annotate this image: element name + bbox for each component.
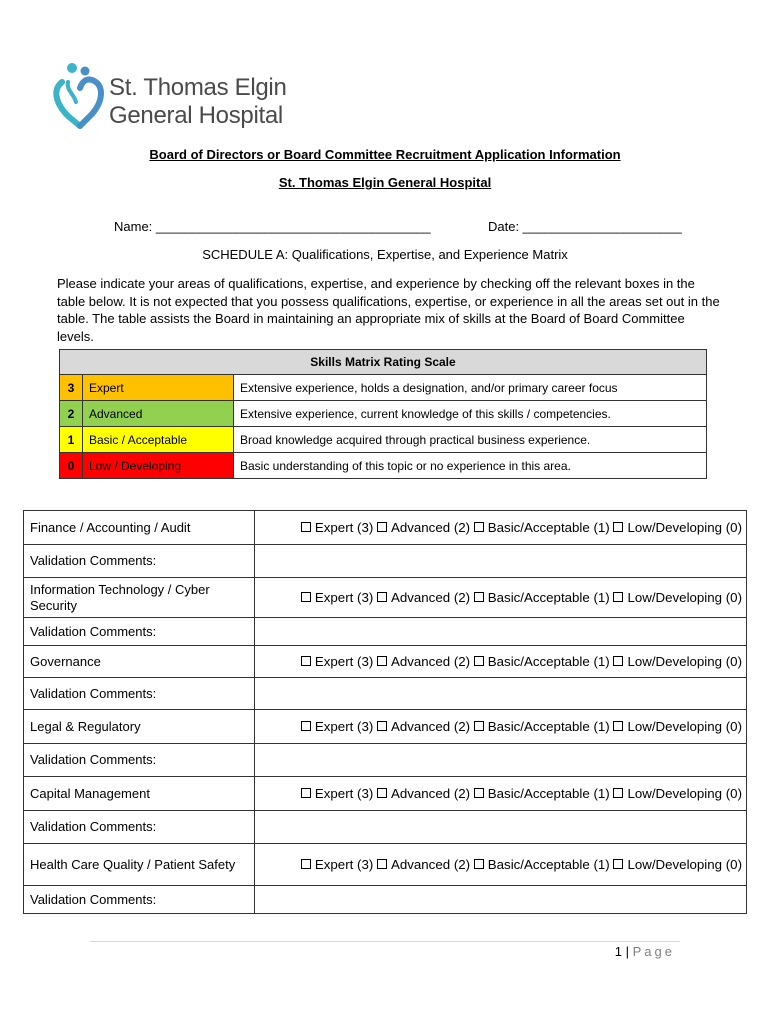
validation-row: [24, 811, 747, 844]
skill-options: [255, 710, 747, 744]
page-footer: [615, 944, 675, 959]
skills-matrix-table: [23, 510, 747, 914]
checkbox-icon[interactable]: [301, 859, 311, 869]
validation-label: Validation Comments:: [24, 678, 255, 710]
option-label: Advanced (2): [390, 654, 471, 669]
checkbox-icon[interactable]: [474, 788, 484, 798]
option-label: Advanced (2): [390, 719, 471, 734]
validation-comment-field[interactable]: [255, 744, 747, 777]
checkbox-icon[interactable]: [474, 656, 484, 666]
rating-row: [60, 453, 707, 479]
skill-name: Legal & Regulatory: [24, 710, 255, 744]
skill-row: [24, 710, 747, 744]
rating-description: Broad knowledge acquired through practical business experience.: [234, 427, 707, 453]
hospital-logo: [52, 60, 312, 132]
skill-row: [24, 646, 747, 678]
skill-row: [24, 844, 747, 886]
rating-row: [60, 375, 707, 401]
skill-options: [255, 578, 747, 618]
validation-comment-field[interactable]: [255, 886, 747, 914]
option-label: Expert (3): [314, 590, 374, 605]
validation-label: Validation Comments:: [24, 811, 255, 844]
heart-people-icon: [52, 60, 108, 132]
option-label: Advanced (2): [390, 857, 471, 872]
option-label: Low/Developing (0): [627, 857, 742, 872]
validation-row: [24, 678, 747, 710]
validation-row: [24, 744, 747, 777]
skill-row: [24, 777, 747, 811]
option-label: Basic/Acceptable (1): [487, 719, 610, 734]
date-field[interactable]: Date: ______________________: [488, 219, 682, 234]
rating-scale-table: [59, 349, 707, 479]
checkbox-icon[interactable]: [474, 721, 484, 731]
validation-label: Validation Comments:: [24, 545, 255, 578]
checkbox-icon[interactable]: [301, 592, 311, 602]
checkbox-icon[interactable]: [377, 656, 387, 666]
validation-comment-field[interactable]: [255, 618, 747, 646]
option-label: Basic/Acceptable (1): [487, 786, 610, 801]
option-label: Expert (3): [314, 857, 374, 872]
rating-level: Advanced: [83, 401, 234, 427]
rating-level: Expert: [83, 375, 234, 401]
logo-line-1: St. Thomas Elgin: [109, 74, 287, 101]
rating-number: 0: [60, 453, 83, 479]
rating-level: Basic / Acceptable: [83, 427, 234, 453]
validation-comment-field[interactable]: [255, 545, 747, 578]
skill-row: [24, 511, 747, 545]
rating-row: [60, 427, 707, 453]
rating-row: [60, 401, 707, 427]
skill-options: [255, 511, 747, 545]
skill-options: [255, 646, 747, 678]
skill-options: [255, 777, 747, 811]
schedule-heading: SCHEDULE A: Qualifications, Expertise, and Experience Matrix: [202, 247, 568, 262]
rating-description: Extensive experience, current knowledge of this skills / competencies.: [234, 401, 707, 427]
checkbox-icon[interactable]: [613, 859, 623, 869]
rating-description: Basic understanding of this topic or no experience in this area.: [234, 453, 707, 479]
hospital-subtitle: St. Thomas Elgin General Hospital: [278, 175, 492, 190]
option-label: Basic/Acceptable (1): [487, 520, 610, 535]
checkbox-icon[interactable]: [377, 522, 387, 532]
checkbox-icon[interactable]: [377, 721, 387, 731]
checkbox-icon[interactable]: [301, 721, 311, 731]
rating-number: 3: [60, 375, 83, 401]
option-label: Low/Developing (0): [627, 654, 742, 669]
logo-line-2: General Hospital: [109, 102, 283, 129]
validation-row: [24, 886, 747, 914]
checkbox-icon[interactable]: [301, 522, 311, 532]
skill-row: [24, 578, 747, 618]
option-label: Basic/Acceptable (1): [487, 857, 610, 872]
rating-description: Extensive experience, holds a designation, and/or primary career focus: [234, 375, 707, 401]
page-separator: |: [625, 944, 629, 959]
document-title: Board of Directors or Board Committee Recruitment Application Information: [149, 147, 621, 162]
checkbox-icon[interactable]: [301, 788, 311, 798]
validation-row: [24, 545, 747, 578]
checkbox-icon[interactable]: [613, 656, 623, 666]
checkbox-icon[interactable]: [377, 859, 387, 869]
validation-label: Validation Comments:: [24, 618, 255, 646]
option-label: Expert (3): [314, 719, 374, 734]
skill-name: Health Care Quality / Patient Safety: [24, 844, 255, 886]
checkbox-icon[interactable]: [474, 592, 484, 602]
page-number: 1: [614, 944, 622, 959]
option-label: Expert (3): [314, 654, 374, 669]
validation-label: Validation Comments:: [24, 744, 255, 777]
validation-comment-field[interactable]: [255, 678, 747, 710]
validation-row: [24, 618, 747, 646]
rating-level: Low / Developing: [83, 453, 234, 479]
checkbox-icon[interactable]: [377, 788, 387, 798]
checkbox-icon[interactable]: [474, 859, 484, 869]
option-label: Low/Developing (0): [627, 719, 742, 734]
skill-name: Governance: [24, 646, 255, 678]
checkbox-icon[interactable]: [613, 721, 623, 731]
option-label: Expert (3): [314, 520, 374, 535]
skill-name: Finance / Accounting / Audit: [24, 511, 255, 545]
validation-comment-field[interactable]: [255, 811, 747, 844]
checkbox-icon[interactable]: [613, 522, 623, 532]
option-label: Advanced (2): [390, 786, 471, 801]
option-label: Basic/Acceptable (1): [487, 654, 610, 669]
page-word: Page: [632, 944, 675, 959]
checkbox-icon[interactable]: [301, 656, 311, 666]
rating-number: 1: [60, 427, 83, 453]
option-label: Advanced (2): [390, 520, 471, 535]
checkbox-icon[interactable]: [474, 522, 484, 532]
checkbox-icon[interactable]: [377, 592, 387, 602]
option-label: Advanced (2): [390, 590, 471, 605]
checkbox-icon[interactable]: [613, 592, 623, 602]
option-label: Low/Developing (0): [627, 590, 742, 605]
option-label: Expert (3): [314, 786, 374, 801]
footer-divider: [90, 941, 680, 942]
rating-number: 2: [60, 401, 83, 427]
checkbox-icon[interactable]: [613, 788, 623, 798]
rating-scale-header: Skills Matrix Rating Scale: [60, 350, 707, 375]
name-field[interactable]: Name: ______________________________________: [114, 219, 431, 234]
validation-label: Validation Comments:: [24, 886, 255, 914]
option-label: Low/Developing (0): [627, 786, 742, 801]
option-label: Low/Developing (0): [627, 520, 742, 535]
skill-name: Information Technology / Cyber Security: [24, 578, 255, 618]
skill-options: [255, 844, 747, 886]
skill-name: Capital Management: [24, 777, 255, 811]
option-label: Basic/Acceptable (1): [487, 590, 610, 605]
intro-paragraph: Please indicate your areas of qualifications, expertise, and experience by checking off the relevant boxes in the table below. It is not expected that you possess qualifications, expertise, or experience in all the areas set out in the table. The table assists the Board in maintaining an appropriate mix of skills at the Board of Board Committee levels.: [57, 276, 720, 344]
